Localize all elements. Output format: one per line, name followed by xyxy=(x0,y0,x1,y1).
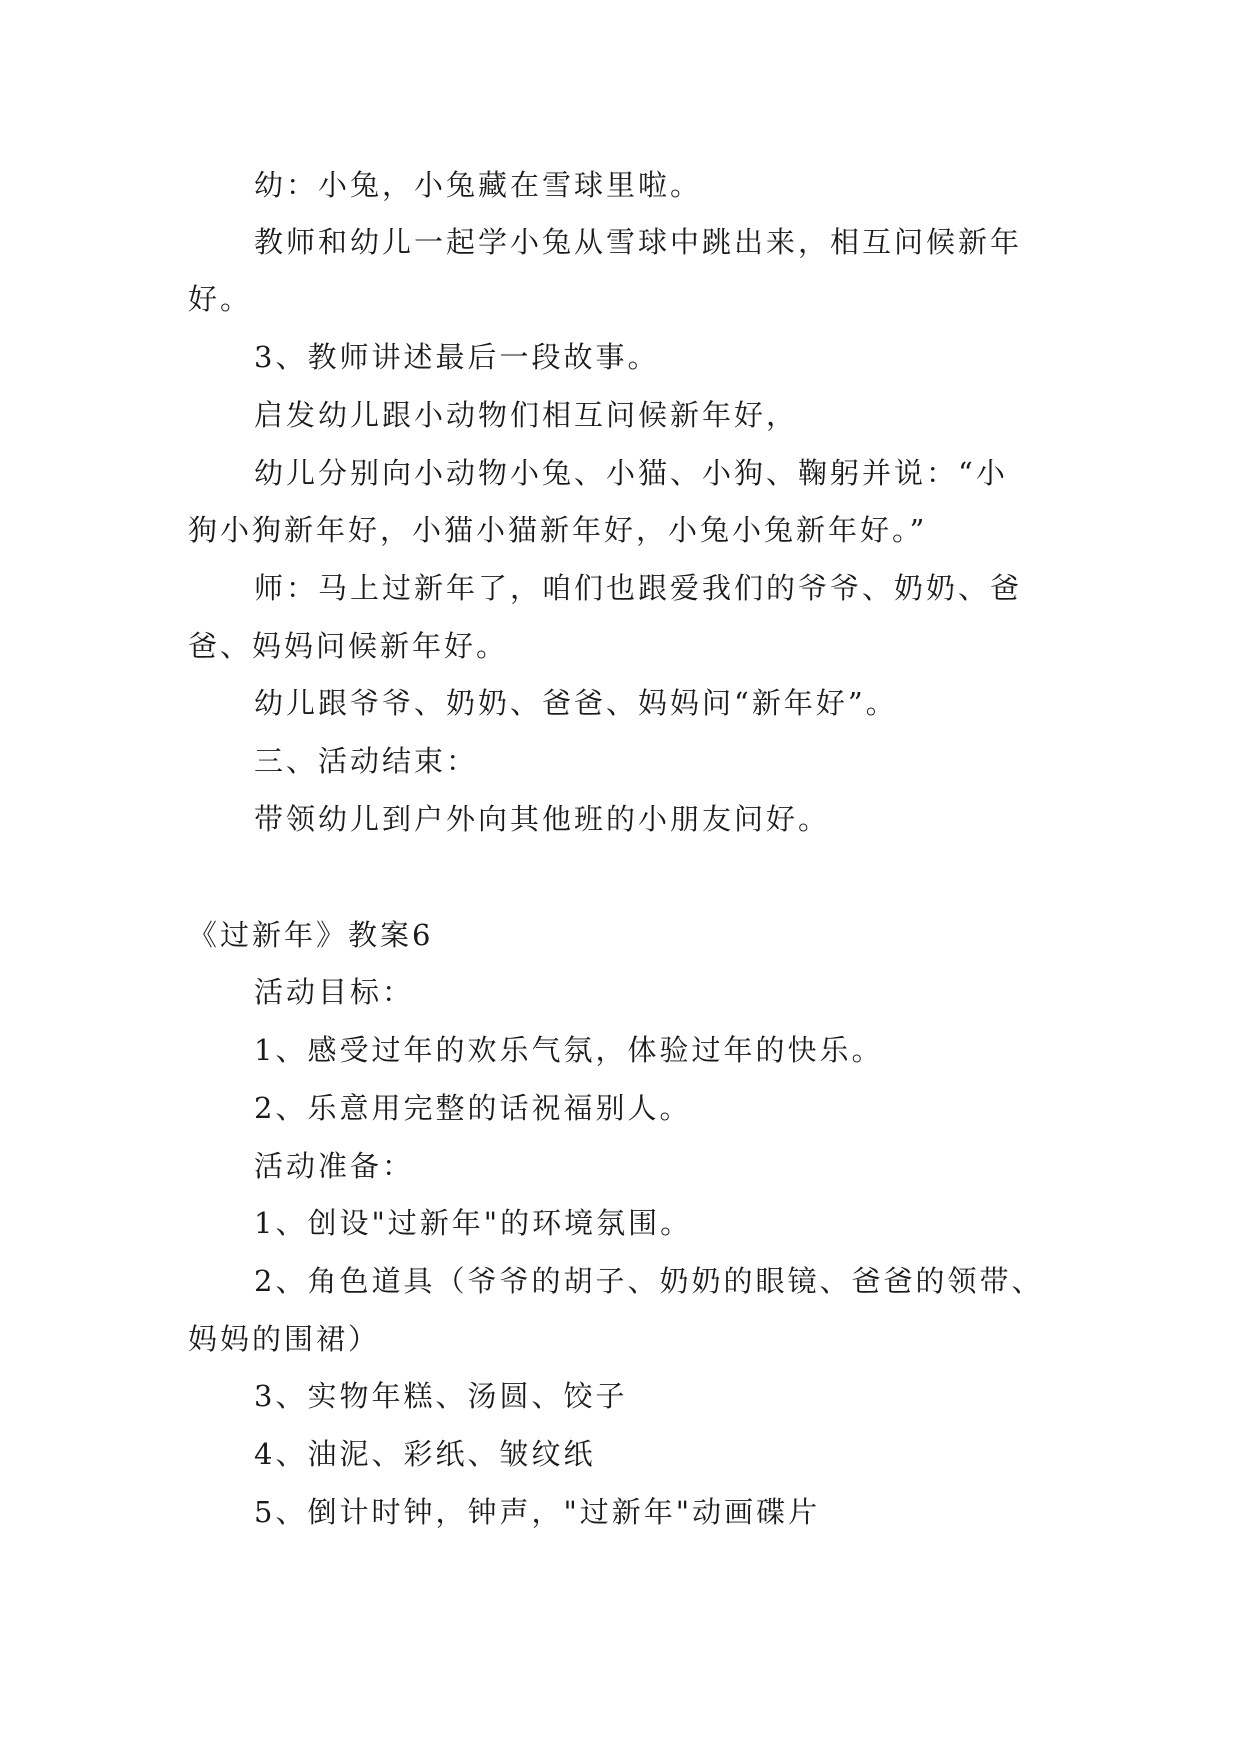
paragraph-line: 狗小狗新年好，小猫小猫新年好，小兔小兔新年好。” xyxy=(188,513,928,547)
list-item: 4、油泥、彩纸、皱纹纸 xyxy=(254,1437,596,1471)
list-item-continuation: 妈妈的围裙） xyxy=(188,1322,381,1356)
list-item: 3、实物年糕、汤圆、饺子 xyxy=(254,1379,628,1413)
paragraph-line: 教师和幼儿一起学小兔从雪球中跳出来，相互问候新年 xyxy=(254,225,1023,259)
document-title: 《过新年》教案6 xyxy=(188,918,434,952)
list-item: 5、倒计时钟，钟声，"过新年"动画碟片 xyxy=(254,1495,821,1529)
paragraph-line: 幼儿分别向小动物小兔、小猫、小狗、鞠躬并说：“小 xyxy=(254,456,1008,490)
list-item: 1、感受过年的欢乐气氛，体验过年的快乐。 xyxy=(254,1033,884,1067)
list-item: 2、乐意用完整的话祝福别人。 xyxy=(254,1091,692,1125)
section-heading: 三、活动结束： xyxy=(254,744,479,778)
paragraph-line: 师：马上过新年了，咱们也跟爱我们的爷爷、奶奶、爸 xyxy=(254,571,1023,605)
list-item: 1、创设"过新年"的环境氛围。 xyxy=(254,1206,693,1240)
paragraph-line: 好。 xyxy=(188,282,253,316)
paragraph-line: 爸、妈妈问候新年好。 xyxy=(188,629,509,663)
section-heading: 活动准备： xyxy=(254,1149,415,1183)
paragraph-line: 启发幼儿跟小动物们相互问候新年好， xyxy=(254,398,799,432)
paragraph-line: 3、教师讲述最后一段故事。 xyxy=(254,340,660,374)
paragraph-line: 带领幼儿到户外向其他班的小朋友问好。 xyxy=(254,802,831,836)
paragraph-line: 幼儿跟爷爷、奶奶、爸爸、妈妈问“新年好”。 xyxy=(254,686,898,720)
paragraph-line: 幼：小兔，小兔藏在雪球里啦。 xyxy=(254,168,703,202)
list-item: 2、角色道具（爷爷的胡子、奶奶的眼镜、爸爸的领带、 xyxy=(254,1264,1044,1298)
section-heading: 活动目标： xyxy=(254,975,415,1009)
